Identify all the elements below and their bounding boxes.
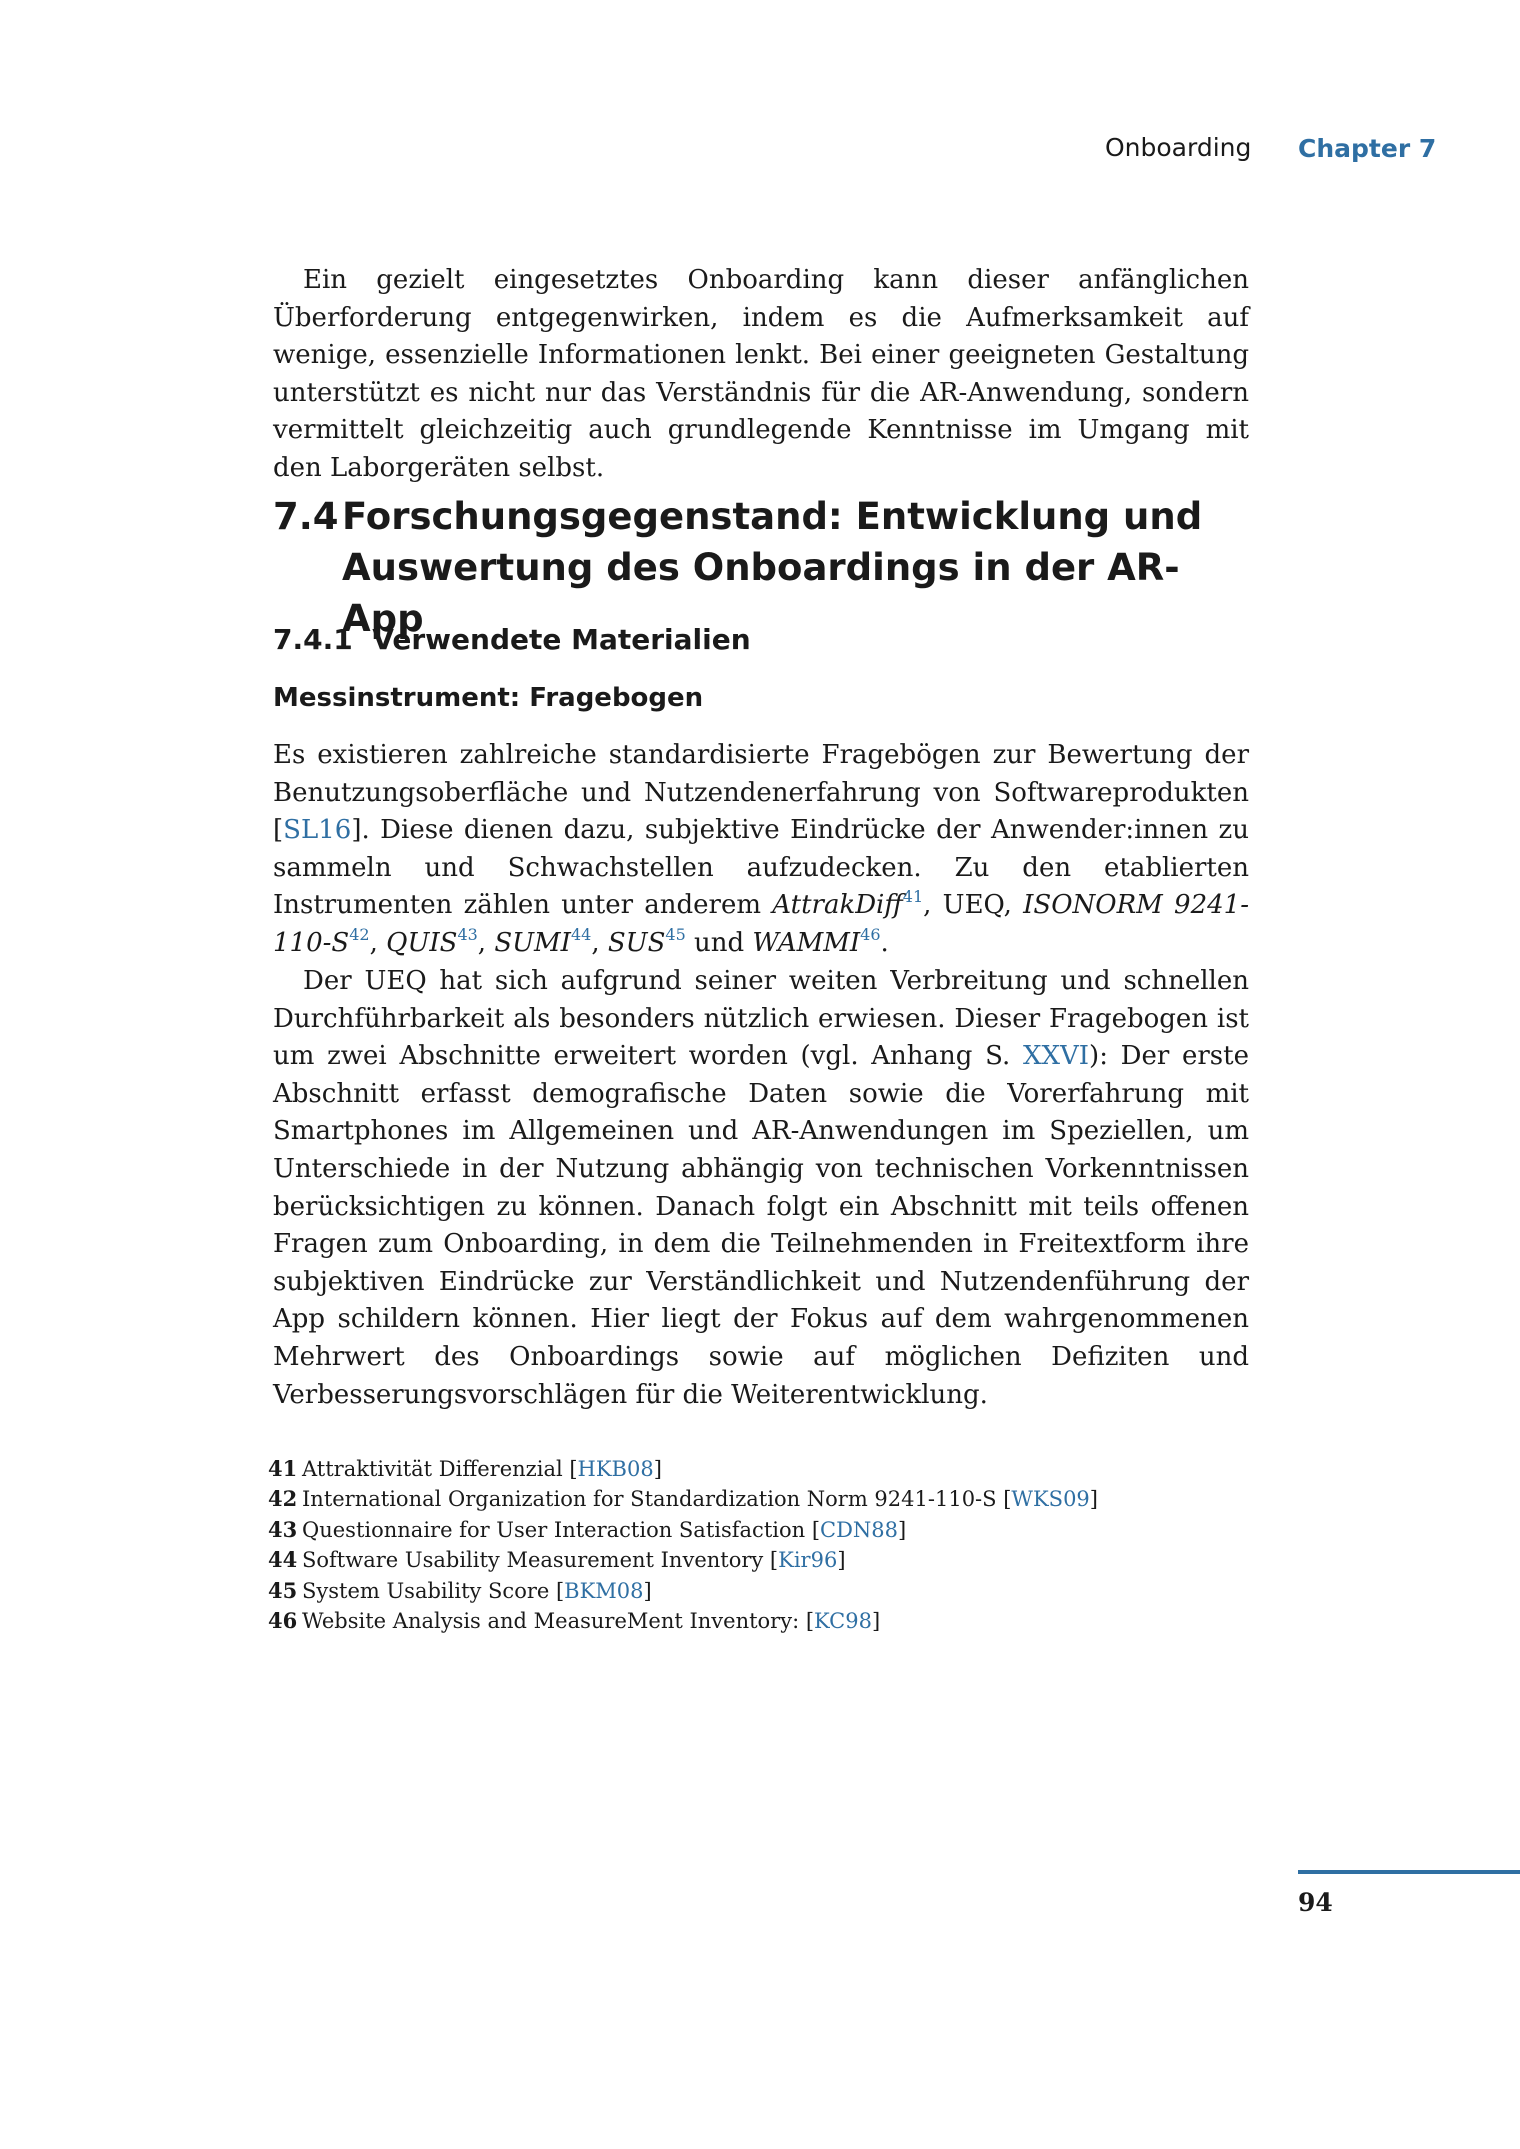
footnote-number: 43 (268, 1516, 298, 1542)
footnote-text: System Usability Score [ (302, 1578, 565, 1603)
paragraph-text: und (685, 927, 753, 958)
citation-link[interactable]: HKB08 (577, 1457, 654, 1481)
subsection-title: Verwendete Materialien (372, 623, 751, 656)
footnote-item (268, 1484, 1098, 1514)
footnote-bracket: ] (898, 1517, 907, 1542)
footnote-number: 46 (268, 1608, 298, 1634)
section-number: 7.4 (273, 495, 339, 538)
citation-link[interactable]: CDN88 (820, 1517, 899, 1542)
footnote-ref[interactable]: 45 (665, 924, 686, 944)
citation-link[interactable]: BKM08 (564, 1578, 644, 1603)
footnote-text: Website Analysis and MeasureMent Inventory: [ (302, 1609, 815, 1634)
footnote-ref[interactable]: 44 (570, 924, 592, 944)
footnote-item (268, 1454, 1098, 1484)
subsubsection-heading: Messinstrument: Fragebogen (273, 683, 704, 713)
footnote-text: Questionnaire for User Interaction Satisfaction [ (302, 1517, 821, 1542)
instrument-name: ISONORM 9241-110-S (273, 890, 1249, 958)
footnote-item (268, 1515, 1098, 1545)
footnote-bracket: ] (643, 1578, 652, 1603)
subsection-heading (273, 621, 751, 659)
footnote-number: 44 (268, 1547, 298, 1573)
body-paragraph-1 (273, 737, 1249, 963)
footnote-number: 41 (268, 1456, 298, 1481)
paragraph-text: , UEQ, (923, 890, 1024, 921)
instrument-name: QUIS (386, 927, 458, 958)
instrument-name: WAMMI (752, 927, 861, 958)
paragraph-text: , (477, 927, 495, 958)
subsection-number: 7.4.1 (273, 623, 353, 656)
footnote-item (268, 1545, 1098, 1575)
paragraph-text: , (369, 927, 387, 958)
footnote-list (268, 1454, 1098, 1636)
footer-rule (1298, 1870, 1520, 1874)
body-paragraph-2 (273, 963, 1249, 1414)
footnote-bracket: ] (653, 1457, 662, 1481)
footnote-text: International Organization for Standardization Norm 9241-110-S [ (302, 1487, 1012, 1512)
footnote-text: Attraktivität Differenzial [ (302, 1457, 578, 1481)
paragraph-text: ): Der erste Abschnitt erfasst demografische Daten sowie die Vorerfahrung mit Smartphones im Allgemeinen und AR-Anwendungen im Speziellen, um Unterschiede in der Nutzung abhängig von technischen Vorkenntnissen berücksichtigen zu können. Danach folgt ein Abschnitt mit teils offenen Fragen zum Onboarding, in dem die Teilnehmenden in Freitextform ihre subjektiven Eindrücke zur Verständlichkeit und Nutzendenführung der App schildern können. Hier liegt der Fokus auf dem wahrgenommenen Mehrwert des Onboardings sowie auf möglichen Defiziten und Verbesserungsvorschlägen für die Weiterentwicklung. (273, 1041, 1249, 1410)
page-number: 94 (1298, 1888, 1333, 1917)
footnote-ref[interactable]: 43 (457, 924, 478, 944)
footnote-ref[interactable]: 46 (860, 924, 881, 944)
footnote-bracket: ] (871, 1609, 881, 1634)
citation-link[interactable]: SL16 (283, 815, 352, 846)
intro-paragraph: Ein gezielt eingesetztes Onboarding kann dieser anfänglichen Überforderung entgegenwirken, indem es die Aufmerksamkeit auf wenige, essenzielle Informationen lenkt. Bei einer geeigneten Gestaltung unterstützt es nicht nur das Verständnis für die AR-Anwendung, sondern vermittelt gleichzeitig auch grundlegende Kenntnisse im Umgang mit den Laborgeräten selbst. (273, 265, 1249, 483)
footnote-item (268, 1606, 1098, 1636)
citation-link[interactable]: WKS09 (1011, 1487, 1090, 1512)
footnote-number: 45 (268, 1577, 298, 1603)
footnote-number: 42 (268, 1486, 298, 1512)
footnote-ref[interactable]: 41 (902, 887, 924, 907)
footnote-bracket: ] (837, 1548, 846, 1573)
footnote-ref[interactable]: 42 (349, 924, 370, 944)
paragraph-text: Der UEQ hat sich aufgrund seiner weiten Verbreitung und schnellen Durchführbarkeit als besonders nützlich erwiesen. Dieser Fragebogen ist um zwei Abschnitte erweitert worden (vgl. Anhang S. (273, 966, 1249, 1072)
running-head-chapter: Chapter 7 (1298, 134, 1437, 163)
citation-link[interactable]: KC98 (814, 1609, 872, 1634)
footnote-bracket: ] (1089, 1487, 1098, 1512)
section-title: Forschungsgegenstand: Entwicklung und Auswertung des Onboardings in der AR-App (342, 495, 1203, 640)
paragraph-text: , (591, 927, 608, 958)
paragraph-text: Es existieren zahlreiche standardisierte Fragebögen zur Bewertung der Benutzungsoberfläche und Nutzendenerfahrung von Softwareprodukten [ (273, 740, 1249, 846)
citation-link[interactable]: Kir96 (778, 1548, 838, 1573)
paragraph-text: . (880, 927, 889, 958)
instrument-name: SUS (607, 927, 666, 958)
footnote-text: Software Usability Measurement Inventory [ (302, 1548, 779, 1573)
paragraph-text: ]. Diese dienen dazu, subjektive Eindrücke der Anwender:innen zu sammeln und Schwachstellen aufzudecken. Zu den etablierten Instrumenten zählen unter anderem (273, 815, 1249, 921)
instrument-name: SUMI (494, 927, 571, 958)
instrument-name: AttrakDiff (772, 890, 903, 921)
appendix-link[interactable]: XXVI (1022, 1041, 1090, 1072)
footnote-item (268, 1576, 1098, 1606)
running-head-section: Onboarding (1105, 133, 1252, 162)
